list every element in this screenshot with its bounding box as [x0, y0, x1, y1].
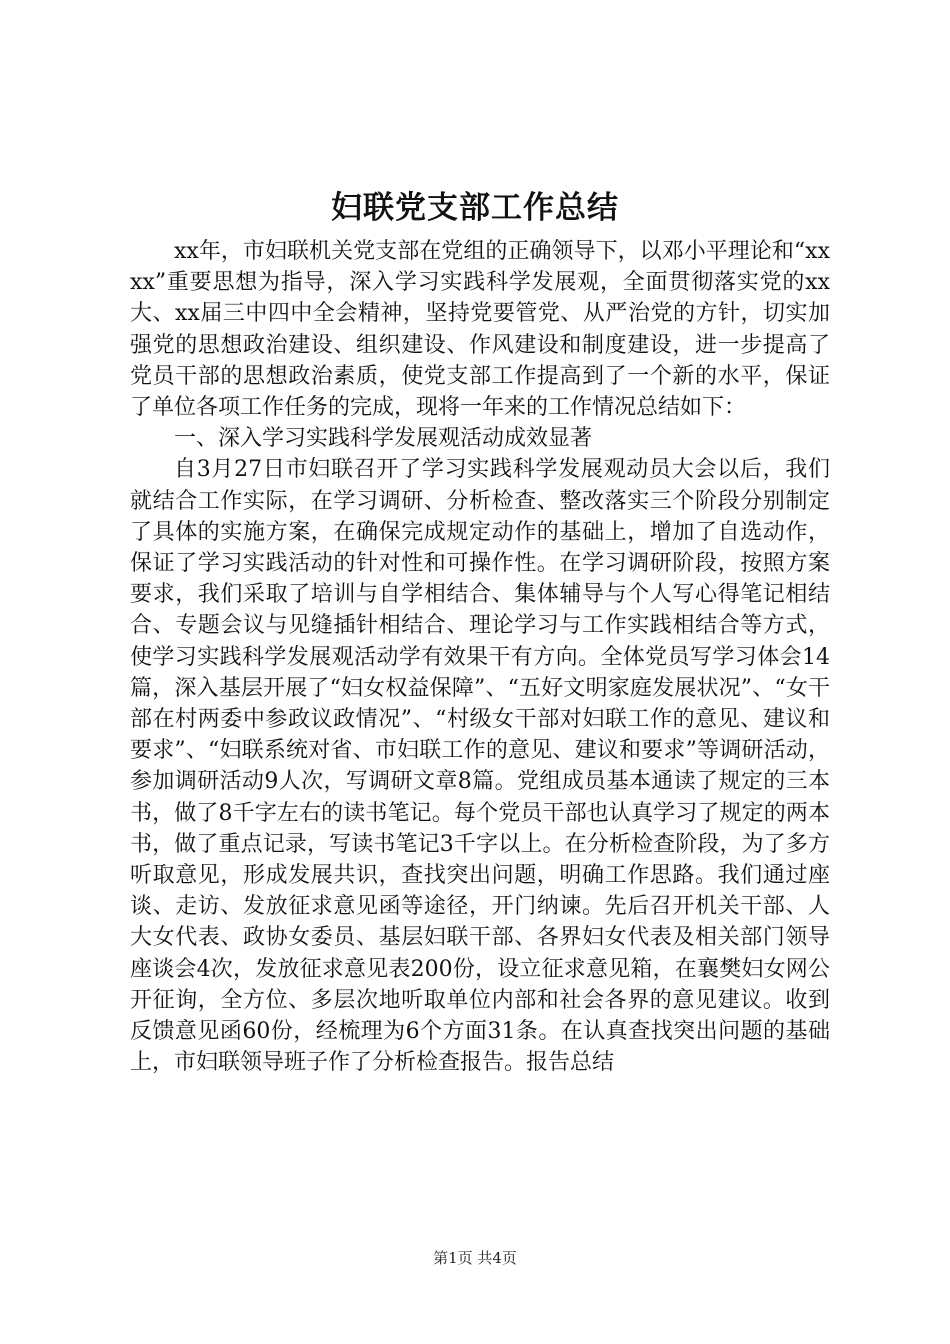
section-heading: 一、深入学习实践科学发展观活动成效显著	[174, 426, 593, 452]
page-number-footer: 第1页 共4页	[433, 1249, 517, 1267]
document-body	[130, 236, 830, 1078]
intro-paragraph: xx年，市妇联机关党支部在党组的正确领导下，以邓小平理论和“xxxx”重要思想为指导，深入学习实践科学发展观，全面贯彻落实党的xx大、xx届三中四中全会精神，坚持党要管党、从严治党的方针，切实加强党的思想政治建设、组织建设、作风建设和制度建设，进一步提高了党员干部的思想政治素质，使党支部工作提高到了一个新的水平，保证了单位各项工作任务的完成，现将一年来的工作情况总结如下：	[130, 239, 830, 421]
document-title: 妇联党支部工作总结	[331, 190, 619, 226]
body-paragraph: 自3月27日市妇联召开了学习实践科学发展观动员大会以后，我们就结合工作实际，在学习调研、分析检查、整改落实三个阶段分别制定了具体的实施方案，在确保完成规定动作的基础上，增加了自选动作，保证了学习实践活动的针对性和可操作性。在学习调研阶段，按照方案要求，我们采取了培训与自学相结合、集体辅导与个人写心得笔记相结合、专题会议与见缝插针相结合、理论学习与工作实践相结合等方式，使学习实践科学发展观活动学有效果干有方向。全体党员写学习体会14篇，深入基层开展了“妇女权益保障”、“五好文明家庭发展状况”、“女干部在村两委中参政议政情况”、“村级女干部对妇联工作的意见、建议和要求”、“妇联系统对省、市妇联工作的意见、建议和要求”等调研活动，参加调研活动9人次，写调研文章8篇。党组成员基本通读了规定的三本书，做了8千字左右的读书笔记。每个党员干部也认真学习了规定的两本书，做了重点记录，写读书笔记3千字以上。在分析检查阶段，为了多方听取意见，形成发展共识，查找突出问题，明确工作思路。我们通过座谈、走访、发放征求意见函等途径，开门纳谏。先后召开机关干部、人大女代表、政协女委员、基层妇联干部、各界妇女代表及相关部门领导座谈会4次，发放征求意见表200份，设立征求意见箱，在襄樊妇女网公开征询，全方位、多层次地听取单位内部和社会各界的意见建议。收到反馈意见函60份，经梳理为6个方面31条。在认真查找突出问题的基础上，市妇联领导班子作了分析检查报告。报告总结	[130, 457, 830, 1076]
